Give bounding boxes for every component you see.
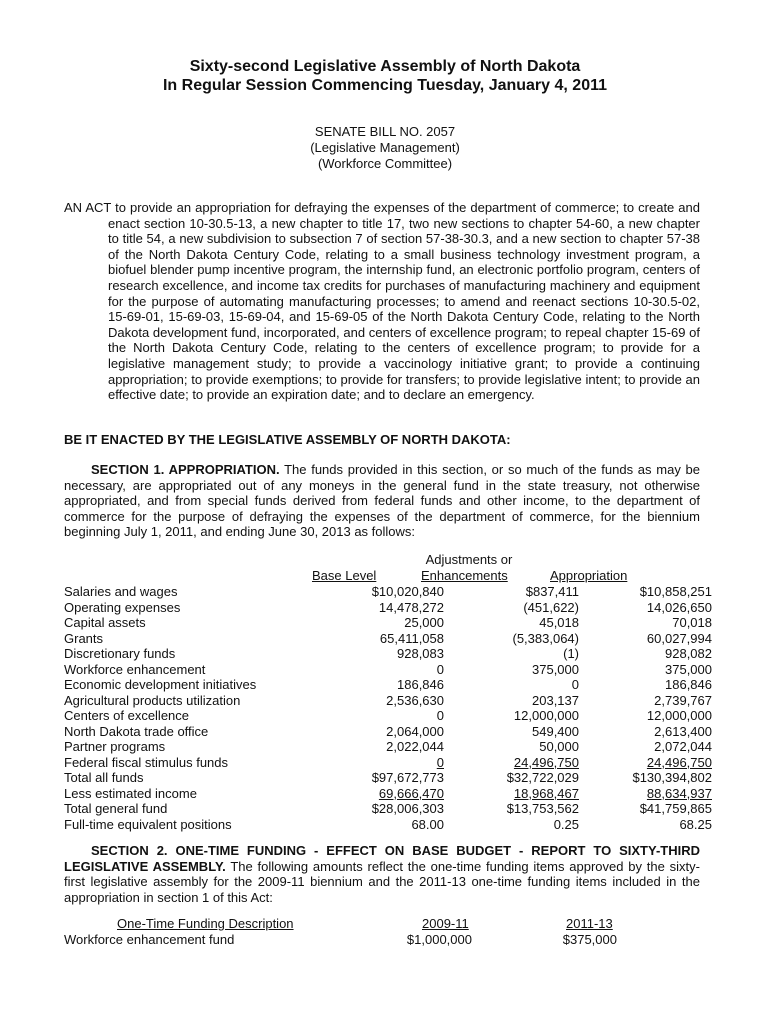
adjustment-value: $32,722,029 [506,770,579,785]
appropriation-table [64,584,712,832]
col-adj-header-top: Adjustments or [425,552,513,567]
section-2-heading: SECTION 2. ONE-TIME FUNDING - EFFECT ON BASE BUDGET - REPORT TO SIXTY-THIRD LEGISLATIVE ASSEMBLY. [64,843,700,874]
row-label: Operating expenses [64,599,181,615]
adjustment-value: 24,496,750 [513,754,579,770]
section-2-body: The following amounts reflect the one-time funding items approved by the sixty-first legislative assembly for the 2009-11 biennium and the 2011-13 one-time funding items included in the appropriation in section 1 of this Act: [64,858,700,905]
base-level-value: 14,478,272 [378,599,444,615]
appropriation-value: $130,394,802 [632,770,712,785]
adjustment-value: $13,753,562 [506,801,579,816]
base-level-value: 69,666,470 [378,785,444,801]
appropriation-value: 186,846 [665,677,712,692]
table-row [64,661,712,678]
row-label: Agricultural products utilization [64,692,241,708]
base-level-value: 186,846 [397,677,444,692]
sponsor-line-1: (Legislative Management) [310,140,460,155]
appropriation-value: 24,496,750 [646,754,712,770]
onetime-desc-header: One-Time Funding Description [117,916,294,931]
row-label: Capital assets [64,615,146,630]
appropriation-value: 2,613,400 [654,723,712,739]
row-label: Total general fund [64,801,168,816]
adjustment-value: 375,000 [532,661,579,677]
table-row [64,584,712,600]
row-label: Partner programs [64,739,166,754]
row-label: Centers of excellence [64,708,190,723]
table-row [64,785,712,802]
adjustment-value: 203,137 [532,692,579,708]
base-level-value: 2,064,000 [386,723,444,739]
adjustment-value: $837,411 [525,584,579,599]
appropriation-value: 928,082 [665,646,712,661]
row-label: North Dakota trade office [64,723,209,739]
base-level-value: 2,536,630 [386,692,444,708]
onetime-row-label: Workforce enhancement fund [64,932,235,947]
table-row [64,692,712,709]
appropriation-value: $41,759,865 [639,801,712,816]
base-level-value: $28,006,303 [371,801,444,816]
appropriation-value: 2,072,044 [654,739,712,754]
section-2 [64,843,700,905]
row-label: Less estimated income [64,785,197,801]
table-row [64,801,712,817]
base-level-value: 2,022,044 [386,739,444,754]
adjustment-value: 18,968,467 [513,785,579,801]
row-label: Total all funds [64,770,144,785]
adjustment-value: (5,383,064) [512,630,579,646]
row-label: Federal fiscal stimulus funds [64,754,229,770]
bill-number: SENATE BILL NO. 2057 [314,124,456,139]
adjustment-value: 0 [571,677,579,692]
table-row [64,739,712,755]
table-row [64,630,712,647]
adjustment-value: (1) [563,646,579,661]
row-label: Economic development initiatives [64,677,257,692]
adjustment-value: 12,000,000 [513,708,579,723]
base-level-value: $97,672,773 [371,770,444,785]
row-label: Salaries and wages [64,584,178,599]
onetime-y2-header: 2011-13 [566,916,613,931]
onetime-row-y1: $1,000,000 [406,932,472,947]
base-level-value: 0 [436,708,444,723]
table-row [64,723,712,740]
adjustment-value: 549,400 [532,723,579,739]
table-row [64,615,712,631]
base-level-value: 0 [436,661,444,677]
table-row [64,770,712,786]
base-level-value: 928,083 [397,646,444,661]
onetime-y1-header: 2009-11 [422,916,469,931]
appropriation-value: 68.25 [679,816,712,832]
row-label: Workforce enhancement [64,661,206,677]
adjustment-value: 45,018 [539,615,579,630]
row-label: Discretionary funds [64,646,176,661]
row-label: Full-time equivalent positions [64,816,232,832]
section-1-body: The funds provided in this section, or so much of the funds as may be necessary, are appropriated out of any moneys in the general fund in the state treasury, not otherwise appropriated, and from special funds derived from federal funds and other income, to the department of commerce for the purpose of defraying the expenses of the department of commerce, for the biennium beginning July 1, 2011, and ending June 30, 2013 as follows: [64,462,701,540]
sponsor-line-2: (Workforce Committee) [317,156,453,171]
appropriation-value: 60,027,994 [646,630,712,646]
col-adj-header: Enhancements [421,568,508,583]
table-row [64,599,712,616]
appropriation-value: 70,018 [672,615,712,630]
adjustment-value: (451,622) [523,599,579,615]
section-1 [64,462,700,540]
base-level-value: 25,000 [404,615,444,630]
appropriation-value: 14,026,650 [646,599,712,615]
table-row [64,754,712,771]
base-level-value: 65,411,058 [379,630,444,646]
row-label: Grants [64,630,104,646]
base-level-value: $10,020,840 [371,584,444,599]
col-base-header: Base Level [312,568,377,583]
table-row [64,677,712,693]
table-row [64,816,712,833]
appropriation-value: 2,739,767 [654,692,712,708]
appropriation-value: $10,858,251 [639,584,712,599]
onetime-row-y2: $375,000 [562,932,617,947]
table-row [64,646,712,662]
base-level-value: 0 [436,754,444,770]
base-level-value: 68.00 [411,816,444,832]
table-row [64,708,712,724]
appropriation-value: 12,000,000 [646,708,712,723]
session-title: In Regular Session Commencing Tuesday, January 4, 2011 [162,77,607,94]
col-app-header: Appropriation [550,568,628,583]
assembly-title: Sixty-second Legislative Assembly of North Dakota [189,58,581,75]
adjustment-value: 50,000 [539,739,579,754]
adjustment-value: 0.25 [553,816,579,832]
section-1-heading: SECTION 1. APPROPRIATION. [91,462,280,477]
appropriation-value: 375,000 [665,661,712,677]
appropriation-value: 88,634,937 [646,785,712,801]
act-text: AN ACT to provide an appropriation for defraying the expenses of the department of commerce; to create and enact section 10-30.5-13, a new chapter to title 17, two new sections to chapter 54-60, a new chapter to title 54, a new subdivision to subsection 7 of section 57-38-30.3, and a new section to chapter 57-38 of the North Dakota Century Code, relating to a small business technology investment program, a biofuel blender pump incentive program, the internship fund, an electronic portfolio program, centers of research excellence, and income tax credits for purchases of manufacturing machinery and equipment for the purpose of automating manufacturing processes; to amend and reenact sections 10-30.5-02, 15-69-01, 15-69-03, 15-69-04, and 15-69-05 of the North Dakota Century Code, relating to the North Dakota development fund, incorporated, and centers of excellence program; to repeal chapter 15-69 of the North Dakota Century Code, relating to the centers of excellence program; to provide for a legislative management study; to provide a vaccinology initiative grant; to provide a continuing appropriation; to provide exemptions; to provide for transfers; to provide legislative intent; to provide an effective date; to provide an expiration date; and to declare an emergency. [64,200,700,403]
enacting-clause: BE IT ENACTED BY THE LEGISLATIVE ASSEMBLY OF NORTH DAKOTA: [64,432,511,447]
